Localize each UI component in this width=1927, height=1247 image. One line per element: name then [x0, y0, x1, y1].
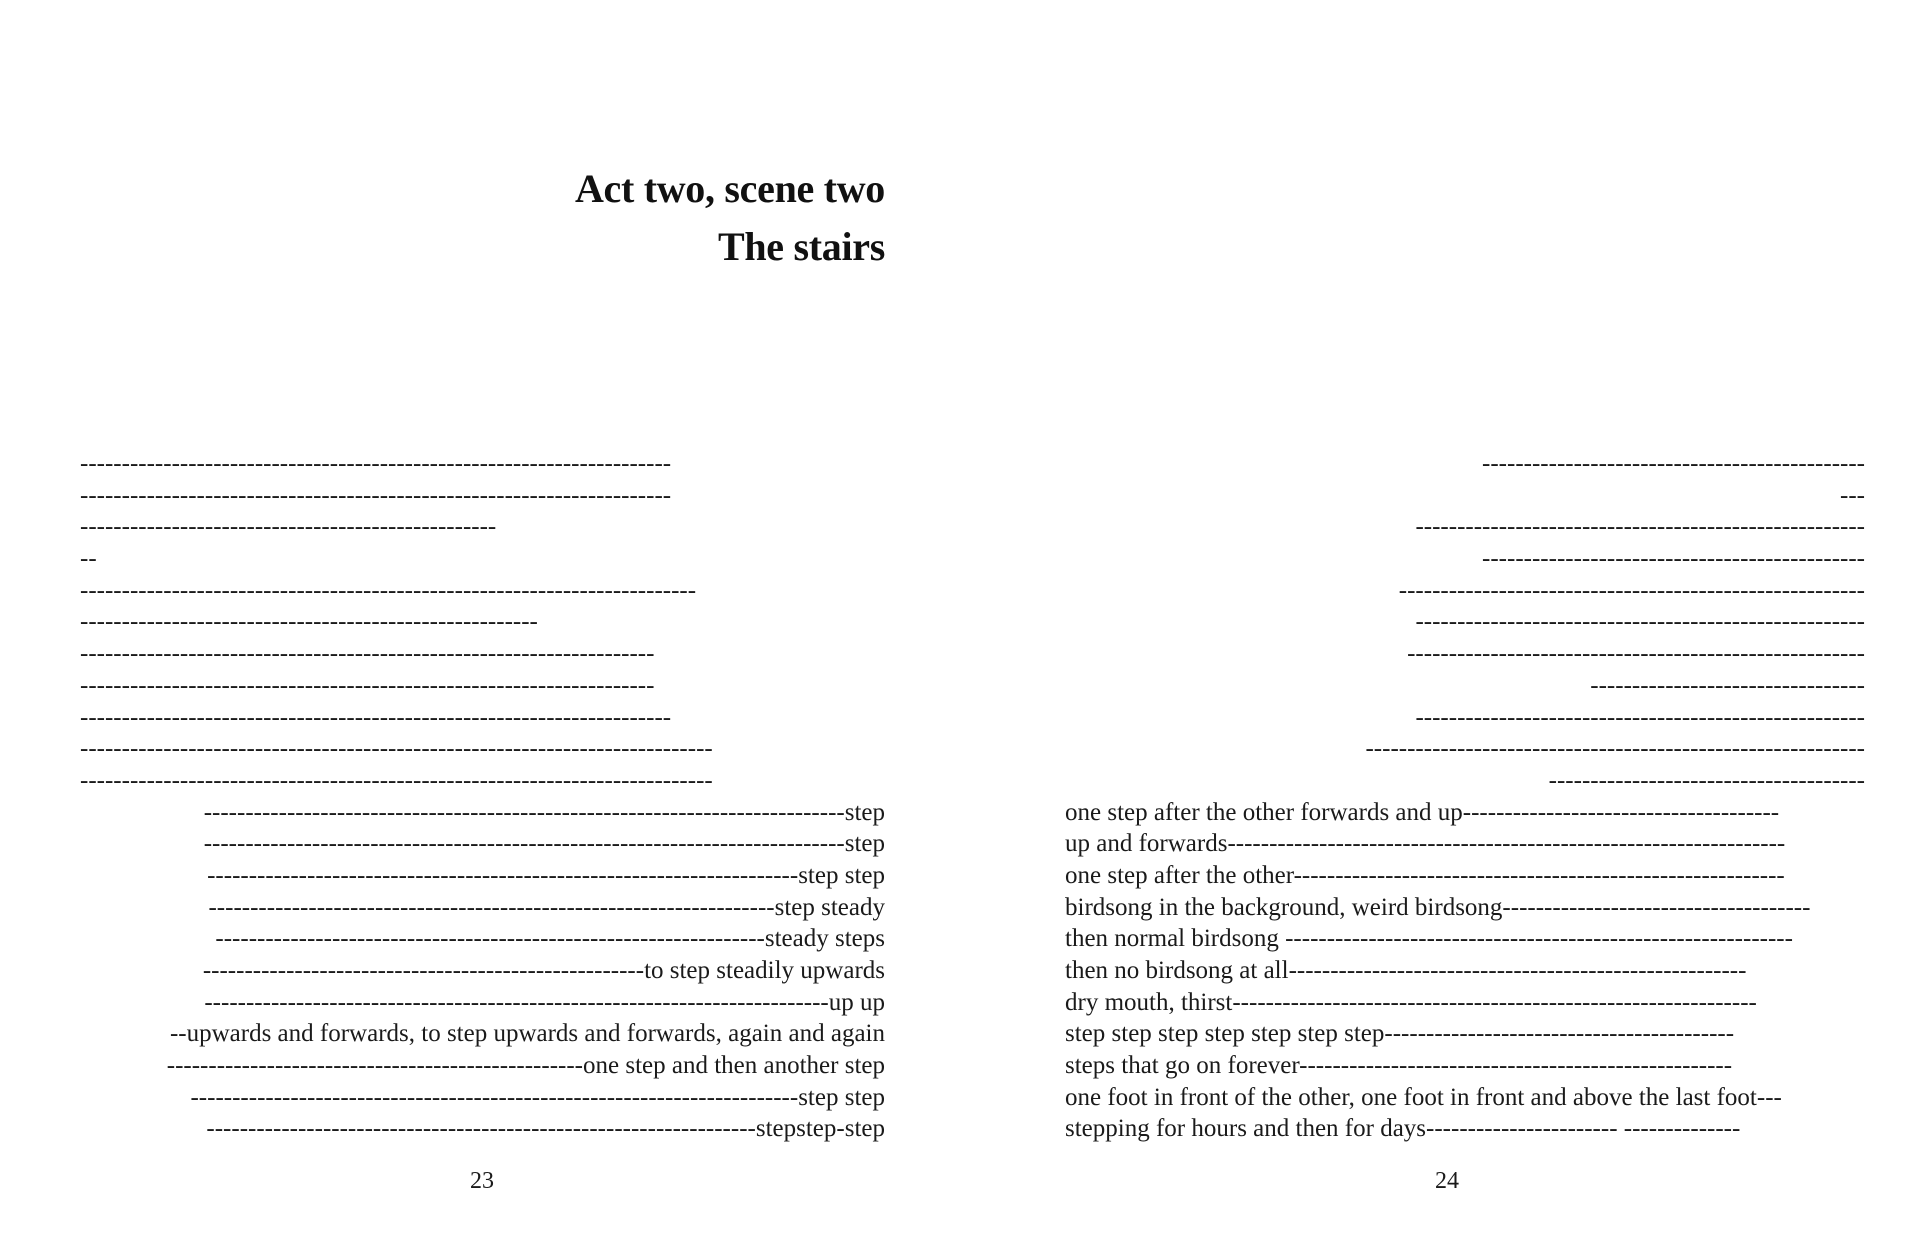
- poem-line: birdsong in the background, weird birdsong-------------------------------------: [1065, 893, 1811, 921]
- poem-line: ------------------------------------------------------: [1415, 703, 1865, 731]
- poem-line: ---------------------------------------------------------------------------up up: [204, 988, 885, 1016]
- left-page-text-block: [80, 448, 885, 1145]
- poem-line: step step step step step step step------------------------------------------: [1065, 1020, 1735, 1048]
- poem-line: -----------------------------------------------------to step steadily upwards: [202, 957, 885, 984]
- poem-line: then normal birdsong -------------------------------------------------------------: [1065, 925, 1793, 953]
- poem-line: --------------------------------------------------one step and then another step: [166, 1052, 885, 1080]
- act-title: Act two, scene two: [574, 166, 885, 211]
- poem-line: one foot in front of the other, one foot in front and above the last foot---: [1065, 1083, 1782, 1111]
- poem-line: ------------------------------------------------------------------steady steps: [215, 925, 885, 953]
- poem-line: -----------------------------------------------------------------------: [80, 450, 672, 477]
- poem-line: ------------------------------------------------------------: [1365, 735, 1865, 763]
- poem-line: --------------------------------------------------: [80, 513, 497, 541]
- poem-line: ---: [1840, 481, 1865, 509]
- poem-line: steps that go on forever----------------------------------------------------: [1065, 1052, 1733, 1080]
- poem-line: ----------------------------------------------: [1482, 450, 1865, 477]
- poem-line: -----------------------------------------------------------------------------step: [203, 798, 885, 826]
- poem-line: one step after the other forwards and up--------------------------------------: [1065, 798, 1780, 826]
- poem-line: ----------------------------------------------------------------------------: [80, 735, 713, 763]
- right-page-text-block: [1065, 448, 1865, 1145]
- poem-line: --upwards and forwards, to step upwards and forwards, again and again: [169, 1020, 885, 1048]
- poem-line: --------------------------------------: [1548, 766, 1865, 794]
- poem-line: stepping for hours and then for days----------------------- --------------: [1065, 1115, 1741, 1143]
- poem-line: ---------------------------------------------------------------------: [80, 671, 655, 699]
- poem-line: -----------------------------------------------------------------------: [80, 703, 672, 731]
- poem-line: --------------------------------------------------------------------------: [80, 576, 697, 604]
- scene-heading: [575, 160, 885, 276]
- poem-line: --------------------------------------------------------: [1398, 576, 1865, 604]
- poem-line: one step after the other-----------------------------------------------------------: [1065, 861, 1785, 889]
- page-number-left: 23: [470, 1168, 494, 1194]
- right-page: [1065, 0, 1865, 1247]
- poem-line: ---------------------------------: [1590, 671, 1865, 699]
- page-number-right: 24: [1435, 1168, 1459, 1194]
- poem-line: -------------------------------------------------------: [1407, 640, 1865, 668]
- poem-line: -------------------------------------------------------: [80, 608, 538, 636]
- poem-line: dry mouth, thirst---------------------------------------------------------------: [1065, 988, 1757, 1016]
- scene-subtitle: The stairs: [717, 224, 885, 269]
- poem-line: up and forwards-------------------------------------------------------------------: [1065, 830, 1786, 858]
- poem-line: -----------------------------------------------------------------------------step: [203, 830, 885, 858]
- poem-line: ----------------------------------------------: [1482, 545, 1865, 573]
- poem-line: -----------------------------------------------------------------------step step: [207, 861, 885, 889]
- poem-line: ------------------------------------------------------: [1415, 608, 1865, 636]
- poem-line: -----------------------------------------------------------------------: [80, 481, 672, 509]
- poem-line: ---------------------------------------------------------------------: [80, 640, 655, 668]
- left-page: [80, 0, 885, 1247]
- poem-line: -------------------------------------------------------------------------step step: [190, 1083, 885, 1111]
- poem-line: --------------------------------------------------------------------step steady: [208, 893, 885, 921]
- poem-line: ------------------------------------------------------: [1415, 513, 1865, 541]
- poem-line: --: [80, 545, 97, 573]
- poem-line: ----------------------------------------------------------------------------: [80, 766, 713, 794]
- poem-line: ------------------------------------------------------------------stepstep-step: [206, 1115, 885, 1143]
- poem-line: then no birdsong at all-------------------------------------------------------: [1065, 957, 1747, 984]
